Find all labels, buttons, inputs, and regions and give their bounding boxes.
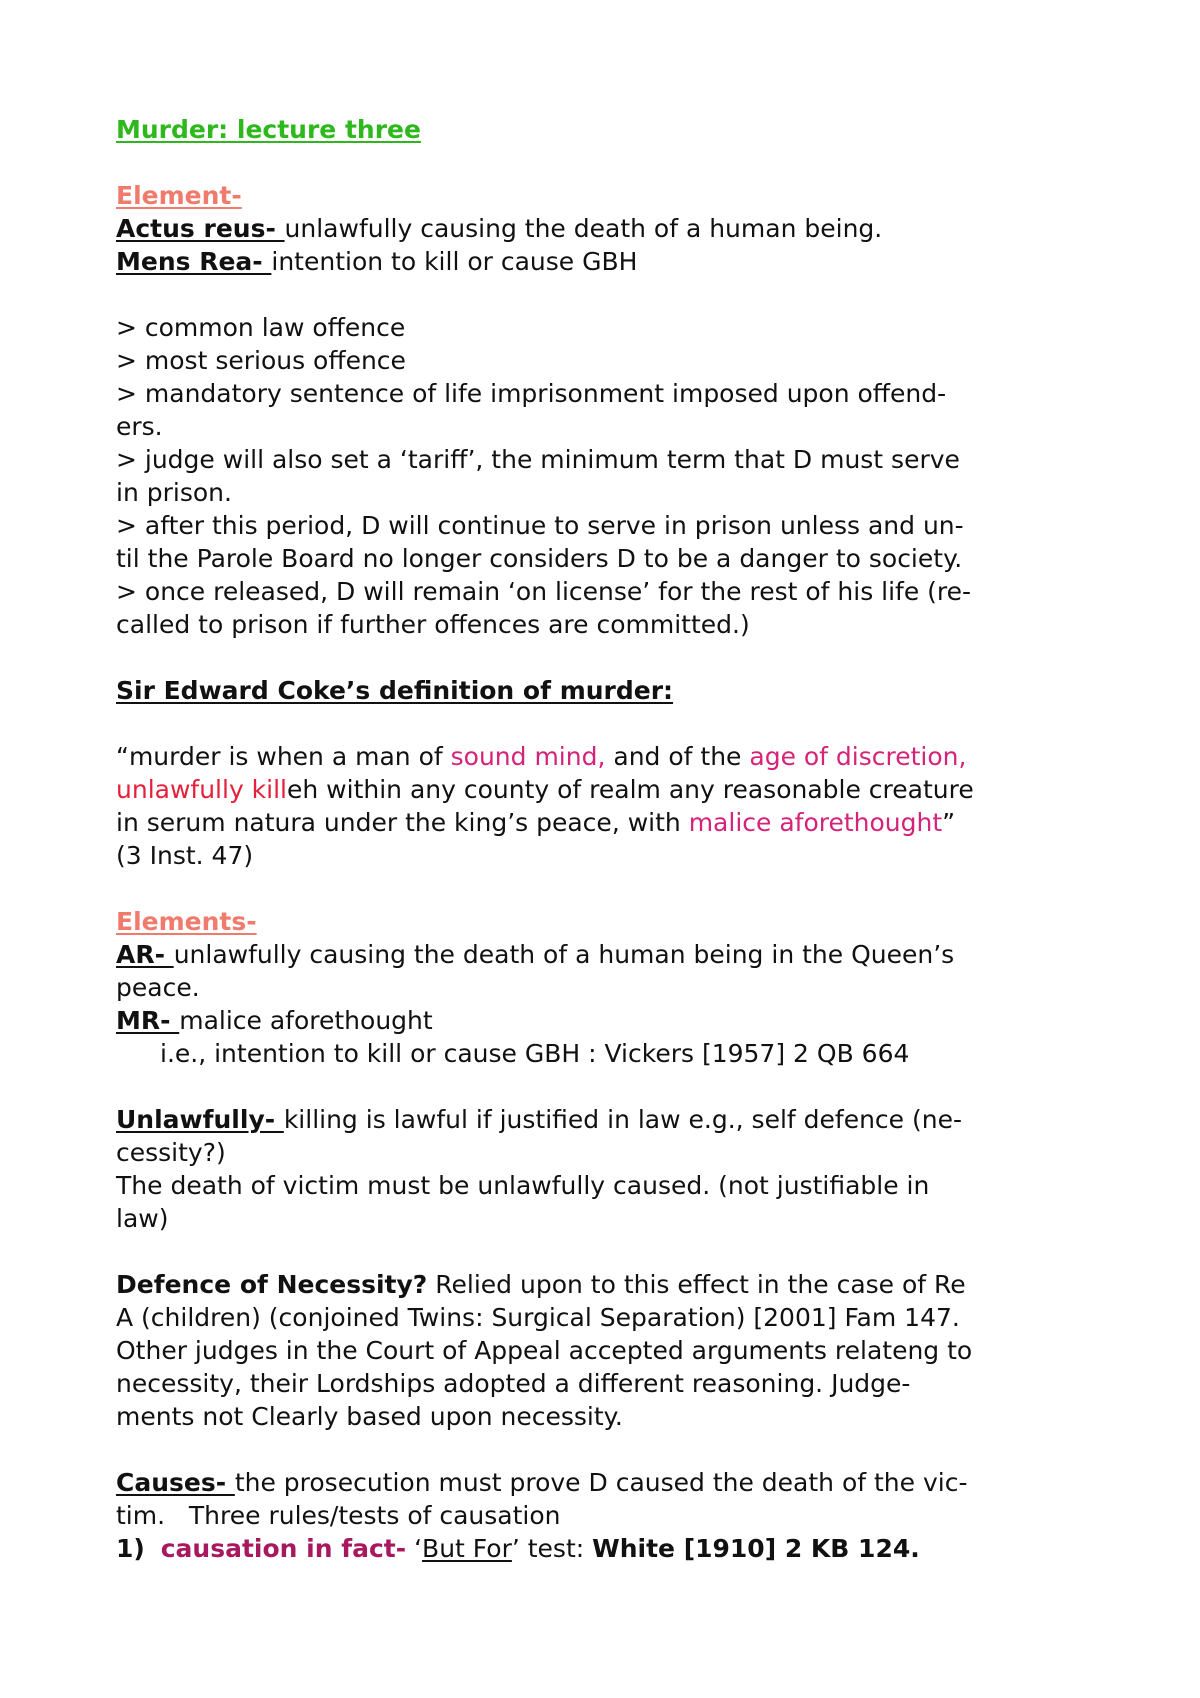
quote-text: and of the <box>605 742 750 771</box>
quote-text: eh within any county of realm any reasonable creature <box>287 775 974 804</box>
elements-heading: Elements- <box>116 907 257 936</box>
actus-reus-line <box>116 213 882 245</box>
coke-quote-line <box>116 774 974 806</box>
necessity-text: ments not Clearly based upon necessity. <box>116 1402 623 1431</box>
mr-line <box>116 1005 433 1037</box>
mr-text: malice aforethought <box>179 1006 433 1035</box>
unlawfully-text: killing is lawful if justified in law e.g., self defence (ne- <box>283 1105 963 1134</box>
list-number: 1) <box>116 1534 145 1563</box>
case-citation: White [1910] 2 KB 124. <box>592 1534 920 1563</box>
bullet-line: > judge will also set a ‘tariff’, the minimum term that D must serve <box>116 445 960 474</box>
unlawfully-text: law) <box>116 1204 169 1233</box>
quote-mark: ‘ <box>406 1534 423 1563</box>
unlawfully-label: Unlawfully- <box>116 1105 284 1134</box>
mens-rea-label: Mens Rea- <box>116 247 272 276</box>
mr-label: MR- <box>116 1006 180 1035</box>
causation-in-fact-line <box>116 1533 920 1565</box>
causes-text: the prosecution must prove D caused the death of the vic- <box>234 1468 968 1497</box>
bullet-line: til the Parole Board no longer considers D to be a danger to society. <box>116 544 963 573</box>
ar-text: unlawfully causing the death of a human being in the Queen’s <box>173 940 955 969</box>
unlawfully-text: The death of victim must be unlawfully caused. (not justifiable in <box>116 1171 930 1200</box>
malice-aforethought-highlight: malice aforethought <box>688 808 943 837</box>
bullet-line: in prison. <box>116 478 232 507</box>
bullet-line: > after this period, D will continue to serve in prison unless and un- <box>116 511 964 540</box>
necessity-text: necessity, their Lordships adopted a different reasoning. Judge- <box>116 1369 911 1398</box>
coke-quote-line <box>116 807 955 839</box>
mens-rea-text: intention to kill or cause GBH <box>271 247 638 276</box>
bullet-line: called to prison if further offences are committed.) <box>116 610 750 639</box>
unlawfully-text: cessity?) <box>116 1138 226 1167</box>
bullet-line: > most serious offence <box>116 346 406 375</box>
test-text: ’ test: <box>511 1534 593 1563</box>
unlawfully-kill-highlight: unlawfully kill <box>116 775 287 804</box>
coke-heading: Sir Edward Coke’s definition of murder: <box>116 676 674 705</box>
necessity-text: Relied upon to this effect in the case of Re <box>427 1270 966 1299</box>
bullet-line: > mandatory sentence of life imprisonment imposed upon offend- <box>116 379 947 408</box>
causes-text: tim. Three rules/tests of causation <box>116 1501 561 1530</box>
page-title: Murder: lecture three <box>116 115 421 144</box>
necessity-text: A (children) (conjoined Twins: Surgical Separation) [2001] Fam 147. <box>116 1303 960 1332</box>
element-heading: Element- <box>116 181 242 210</box>
necessity-line <box>116 1269 966 1301</box>
quote-text: in serum natura under the king’s peace, with <box>116 808 689 837</box>
quote-text: ” <box>942 808 956 837</box>
coke-citation: (3 Inst. 47) <box>116 841 254 870</box>
bullet-line: > once released, D will remain ‘on license’ for the rest of his life (re- <box>116 577 972 606</box>
ar-text-continued: peace. <box>116 973 200 1002</box>
actus-reus-label: Actus reus- <box>116 214 285 243</box>
coke-quote-line <box>116 741 966 773</box>
ar-label: AR- <box>116 940 174 969</box>
mr-detail: i.e., intention to kill or cause GBH : Vickers [1957] 2 QB 664 <box>160 1039 910 1068</box>
bullet-line: > common law offence <box>116 313 406 342</box>
unlawfully-line <box>116 1104 962 1136</box>
mens-rea-line <box>116 246 637 278</box>
sound-mind-highlight: sound mind, <box>450 742 606 771</box>
causation-in-fact-label: causation in fact- <box>160 1534 407 1563</box>
but-for-term: But For <box>422 1534 512 1563</box>
actus-reus-text: unlawfully causing the death of a human being. <box>284 214 883 243</box>
necessity-label: Defence of Necessity? <box>116 1270 428 1299</box>
causes-label: Causes- <box>116 1468 235 1497</box>
necessity-text: Other judges in the Court of Appeal accepted arguments relateng to <box>116 1336 973 1365</box>
quote-text: “murder is when a man of <box>116 742 451 771</box>
age-of-discretion-highlight: age of discretion, <box>749 742 967 771</box>
causes-line <box>116 1467 968 1499</box>
bullet-line: ers. <box>116 412 163 441</box>
ar-line <box>116 939 954 971</box>
